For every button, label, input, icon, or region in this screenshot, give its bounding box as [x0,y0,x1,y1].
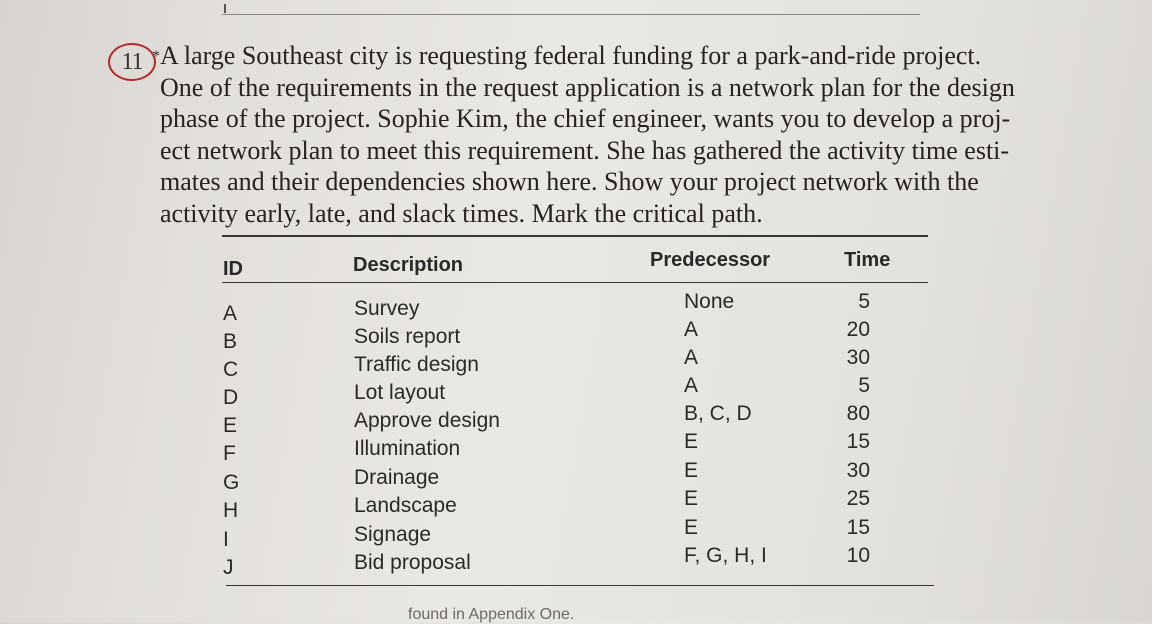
problem-line: activity early, late, and slack times. Mark the critical path. [160,198,763,228]
row-time: 15 [846,430,870,453]
row-id: B [223,330,238,353]
row-predecessor: E [684,487,699,510]
page-edge-mark [224,4,226,13]
problem-line: A large Southeast city is requesting federal funding for a park-and-ride project. [160,41,982,70]
problem-number-circle: 11 [108,43,156,81]
row-time: 5 [858,290,870,313]
row-predecessor: E [684,459,699,482]
header-rule [222,282,928,283]
row-predecessor: A [684,346,699,369]
table-top-rule [222,235,928,237]
row-description: Lot layout [354,381,446,404]
row-predecessor: A [684,374,699,397]
row-predecessor: E [684,516,699,539]
row-predecessor: B, C, D [684,402,752,425]
row-time: 20 [846,318,870,341]
problem-text [160,40,1060,229]
problem-line: phase of the project. Sophie Kim, the chief engineer, wants you to develop a proj- [160,104,1011,133]
problem-line: mates and their dependencies shown here. Show your project network with the [160,167,979,196]
row-description: Survey [354,297,420,320]
problem-line: One of the requirements in the request application is a network plan for the design [160,72,1015,102]
row-id: G [223,471,240,494]
problem-marker: * [152,48,160,65]
table-bottom-rule [226,585,934,586]
row-time: 25 [846,487,870,510]
row-description: Signage [354,523,432,546]
header-description: Description [353,254,464,276]
row-id: D [223,386,239,409]
row-id: J [223,556,234,579]
row-description: Landscape [354,494,457,517]
row-id: A [223,302,238,325]
row-predecessor: F, G, H, I [684,544,767,567]
row-predecessor: E [684,430,699,453]
row-predecessor: A [684,318,699,341]
row-description: Soils report [354,325,461,348]
row-id: E [223,414,238,437]
problem-line: ect network plan to meet this requirement. She has gathered the activity time esti- [160,135,1010,165]
row-id: C [223,358,239,381]
footnote: found in Appendix One. [408,606,575,623]
row-description: Illumination [354,437,461,460]
row-id: H [223,499,239,522]
row-description: Bid proposal [354,551,471,574]
header-id: ID [223,258,243,280]
row-description: Drainage [354,466,440,489]
row-time: 5 [858,374,870,397]
row-id: F [223,442,236,465]
row-predecessor: None [684,290,735,313]
row-time: 30 [846,346,870,369]
row-description: Approve design [354,409,500,432]
row-time: 15 [846,516,870,539]
top-divider [222,14,920,15]
row-description: Traffic design [354,353,479,376]
row-time: 80 [846,402,870,425]
row-time: 10 [846,544,870,567]
header-predecessor: Predecessor [650,249,771,271]
row-id: I [223,528,229,551]
header-time: Time [844,249,891,271]
row-time: 30 [846,459,870,482]
